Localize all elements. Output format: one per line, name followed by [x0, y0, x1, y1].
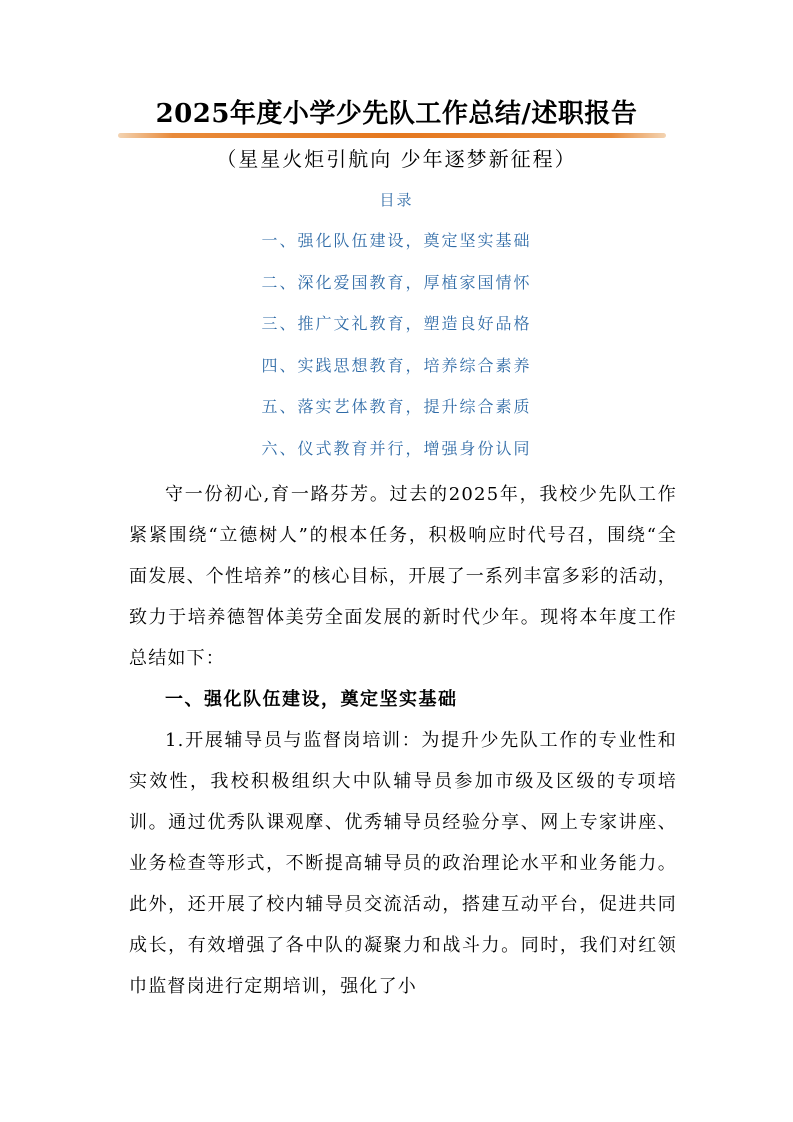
body-paragraph: 1.开展辅导员与监督岗培训：为提升少先队工作的专业性和实效性，我校积极组织大中队辅导员参加市级及区级的专项培训。通过优秀队课观摩、优秀辅导员经验分享、网上专家讲座、业务检查等形式，不断提高辅导员的政治理论水平和业务能力。此外，还开展了校内辅导员交流活动，搭建互动平台，促进共同成长，有效增强了各中队的凝聚力和战斗力。同时，我们对红领巾监督岗进行定期培训，强化了小: [129, 730, 677, 997]
toc-item[interactable]: 三、推广文礼教育，塑造良好品格: [261, 314, 532, 333]
document-subtitle: （星星火炬引航向 少年逐梦新征程）: [216, 147, 577, 171]
toc-item[interactable]: 二、深化爱国教育，厚植家国情怀: [261, 272, 532, 292]
document-title: 2025年度小学少先队工作总结/述职报告: [155, 99, 638, 129]
toc-item[interactable]: 四、实践思想教育，培养综合素养: [261, 355, 532, 375]
title-underline-rule: [118, 133, 666, 138]
toc-item[interactable]: 一、强化队伍建设，奠定坚实基础: [261, 231, 532, 250]
section-heading: 一、强化队伍建设，奠定坚实基础: [165, 689, 458, 710]
intro-paragraph: 守一份初心,育一路芬芳。过去的2025年，我校少先队工作紧紧围绕“立德树人”的根本任务，积极响应时代号召，围绕“全面发展、个性培养”的核心目标，开展了一系列丰富多彩的活动，致力于培养德智体美劳全面发展的新时代少年。现将本年度工作总结如下：: [129, 484, 677, 669]
toc-item[interactable]: 五、落实艺体教育，提升综合素质: [261, 397, 532, 416]
toc-item[interactable]: 六、仪式教育并行，增强身份认同: [261, 438, 532, 458]
table-of-contents: [0, 226, 793, 475]
toc-heading: 目录: [379, 191, 414, 209]
